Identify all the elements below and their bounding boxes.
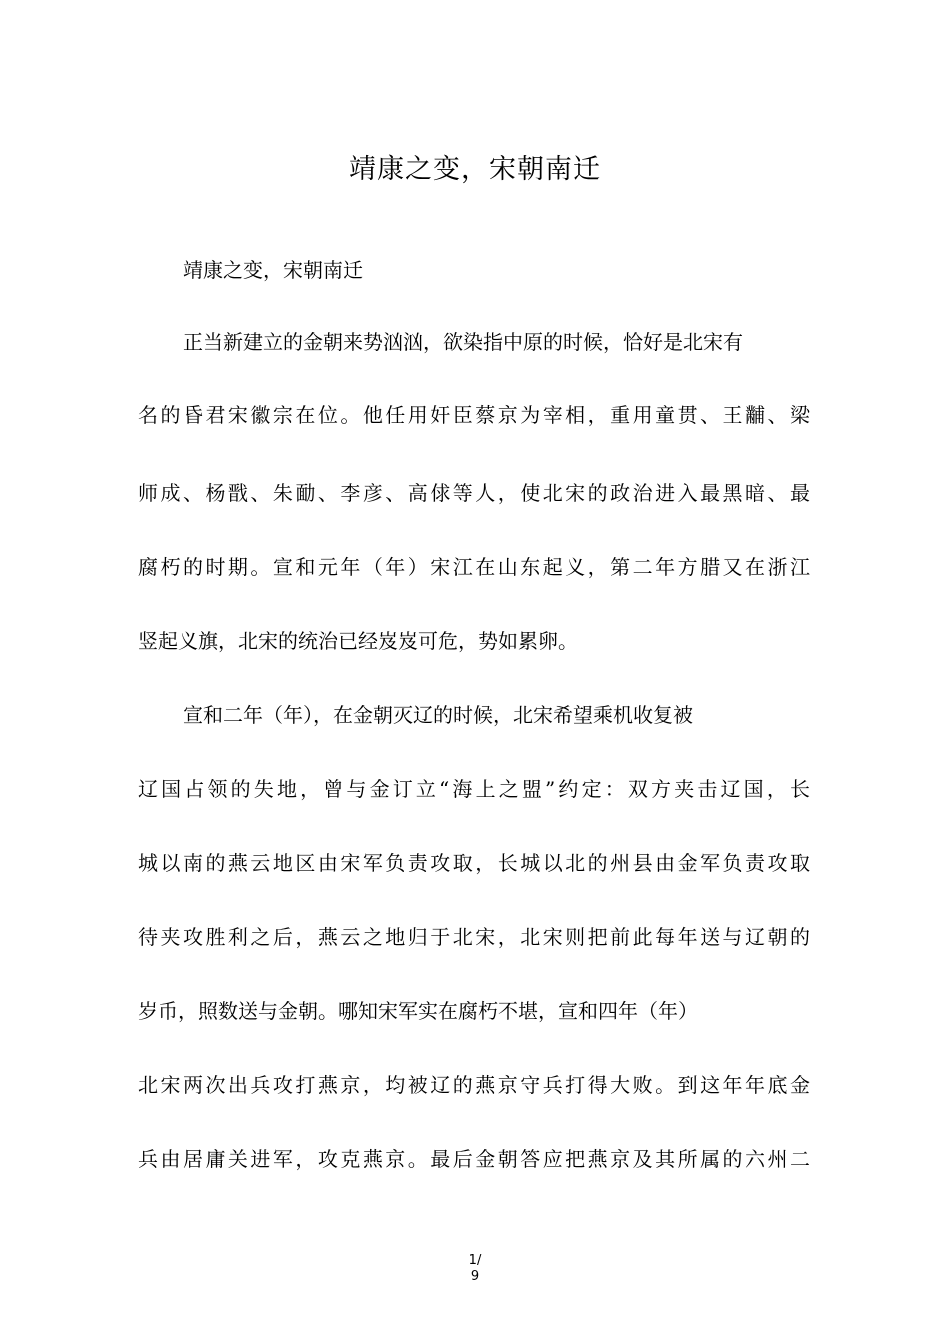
text-line: 辽国占领的失地，曾与金订立“海上之盟”约定：双方夹击辽国，长	[138, 777, 810, 801]
text-line: 待夹攻胜利之后，燕云之地归于北宋，北宋则把前此每年送与辽朝的	[138, 925, 810, 949]
document-title: 靖康之变，宋朝南迁	[349, 154, 601, 185]
page-number-current: 1/	[468, 1253, 482, 1268]
page-number-total: 9	[470, 1269, 480, 1284]
paragraph-heading: 靖康之变，宋朝南迁	[183, 258, 363, 282]
text-line: 北宋两次出兵攻打燕京，均被辽的燕京守兵打得大败。到这年年底金	[138, 1073, 810, 1097]
text-line: 城以南的燕云地区由宋军负责攻取，长城以北的州县由金军负责攻取	[138, 851, 810, 875]
text-line: 正当新建立的金朝来势汹汹，欲染指中原的时候，恰好是北宋有	[183, 330, 743, 354]
text-line: 腐朽的时期。宣和元年（年）宋江在山东起义，第二年方腊又在浙江	[138, 555, 810, 579]
text-line: 兵由居庸关进军，攻克燕京。最后金朝答应把燕京及其所属的六州二	[138, 1147, 810, 1171]
text-line: 岁币，照数送与金朝。哪知宋军实在腐朽不堪，宣和四年（年）	[138, 999, 698, 1023]
text-line: 宣和二年（年），在金朝灭辽的时候，北宋希望乘机收复被	[183, 703, 693, 727]
text-line: 名的昏君宋徽宗在位。他任用奸臣蔡京为宰相，重用童贯、王黼、梁	[138, 403, 810, 427]
text-line: 竖起义旗，北宋的统治已经岌岌可危，势如累卵。	[138, 629, 578, 653]
text-line: 师成、杨戬、朱勔、李彦、高俅等人，使北宋的政治进入最黑暗、最	[138, 481, 810, 505]
page-number	[0, 1253, 950, 1285]
